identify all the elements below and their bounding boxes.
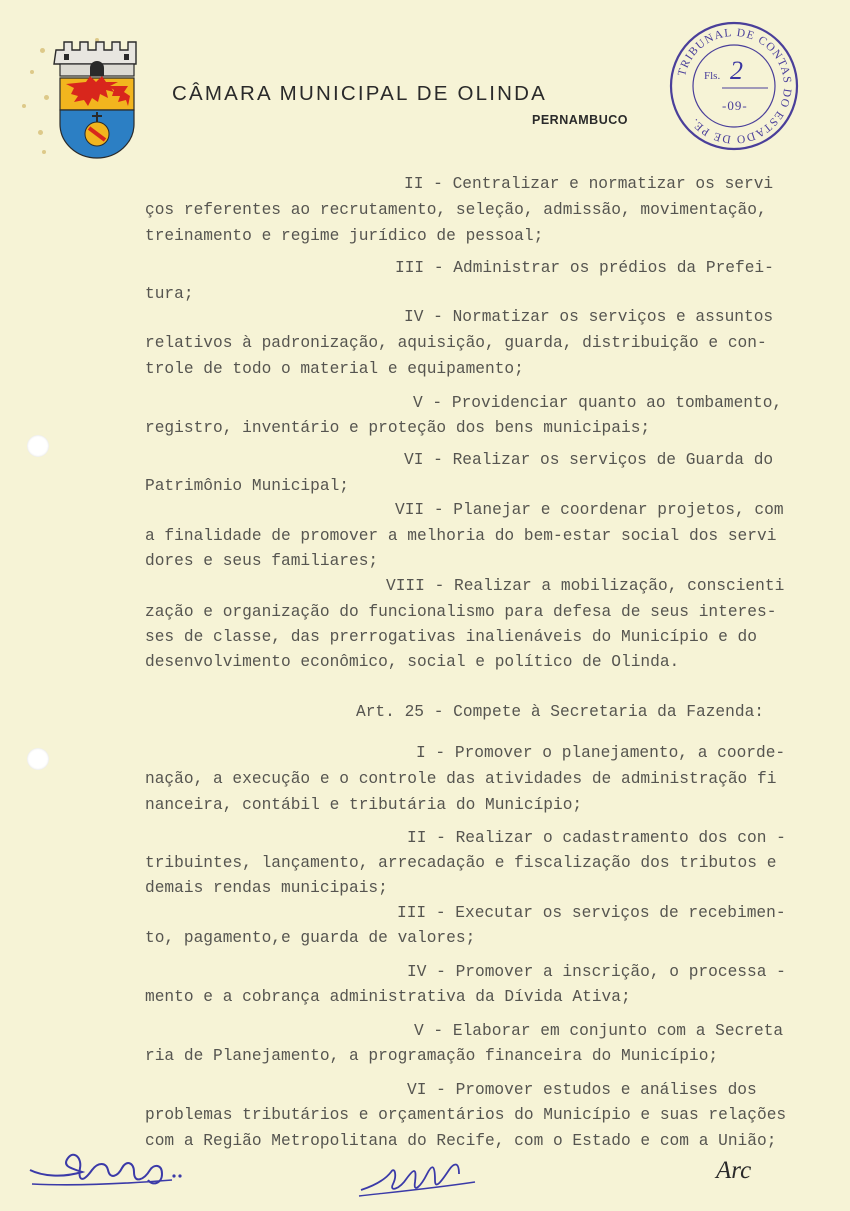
stamp-folio-label: Fls. [704,70,721,82]
body-line: tribuintes, lançamento, arrecadação e fiscalização dos tributos e [145,854,777,872]
olinda-coat-of-arms-icon [52,36,142,160]
body-line: VIII - Realizar a mobilização, conscienti [386,577,785,595]
stain-spot [42,150,46,154]
stain-spot [30,70,34,74]
body-line: demais rendas municipais; [145,879,388,897]
body-line: ses de classe, das prerrogativas inalienáveis do Município e do [145,628,757,646]
state-subtitle: PERNAMBUCO [532,113,628,127]
initials-right: Arc [716,1157,752,1184]
body-line: trole de todo o material e equipamento; [145,360,524,378]
body-line: zação e organização do funcionalismo para defesa de seus interes- [145,603,777,621]
body-line: V - Providenciar quanto ao tombamento, [413,394,783,412]
body-line: IV - Promover a inscrição, o processa - [407,963,786,981]
body-line: VII - Planejar e coordenar projetos, com [395,501,784,519]
stamp-year: -09- [722,98,748,113]
tribunal-stamp-icon [668,20,800,152]
stamp-folio-number: 2 [730,56,743,85]
body-line: treinamento e regime jurídico de pessoal; [145,227,544,245]
body-line: II - Centralizar e normatizar os servi [404,175,774,193]
body-line: problemas tributários e orçamentários do Município e suas relações [145,1106,787,1124]
signature-left-icon [22,1140,192,1200]
body-line: VI - Promover estudos e análises dos [407,1081,757,1099]
body-line: nanceira, contábil e tributária do Município; [145,796,583,814]
body-line: to, pagamento,e guarda de valores; [145,929,476,947]
body-line: a finalidade de promover a melhoria do bem-estar social dos servi [145,527,777,545]
body-line: relativos à padronização, aquisição, guarda, distribuição e con- [145,334,767,352]
body-line: dores e seus familiares; [145,552,379,570]
body-line: nação, a execução e o controle das atividades de administração fi [145,770,777,788]
chamber-title: CÂMARA MUNICIPAL DE OLINDA [172,82,548,105]
body-line: III - Administrar os prédios da Prefei- [395,259,774,277]
body-line: VI - Realizar os serviços de Guarda do [404,451,774,469]
punch-hole [27,435,49,457]
body-line: III - Executar os serviços de recebimen- [397,904,786,922]
signature-center-icon [355,1152,485,1204]
body-line: I - Promover o planejamento, a coorde- [416,744,786,762]
body-line: registro, inventário e proteção dos bens municipais; [145,419,651,437]
body-line: V - Elaborar em conjunto com a Secreta [414,1022,784,1040]
stamp-ring-text: TRIBUNAL DE CONTAS DO ESTADO DE PE. [676,26,794,146]
body-line: II - Realizar o cadastramento dos con - [407,829,786,847]
stain-spot [44,95,49,100]
stain-spot [38,130,43,135]
body-line: tura; [145,285,194,303]
body-line: com a Região Metropolitana do Recife, com o Estado e com a União; [145,1132,777,1150]
body-line: IV - Normatizar os serviços e assuntos [404,308,774,326]
stain-spot [40,48,45,53]
stain-spot [22,104,26,108]
body-line: ços referentes ao recrutamento, seleção, admissão, movimentação, [145,201,767,219]
article-heading: Art. 25 - Compete à Secretaria da Fazenda: [356,703,764,721]
body-line: Patrimônio Municipal; [145,477,349,495]
body-line: desenvolvimento econômico, social e político de Olinda. [145,653,680,671]
body-line: mento e a cobrança administrativa da Dívida Ativa; [145,988,631,1006]
body-line: ria de Planejamento, a programação financeira do Município; [145,1047,719,1065]
punch-hole [27,748,49,770]
